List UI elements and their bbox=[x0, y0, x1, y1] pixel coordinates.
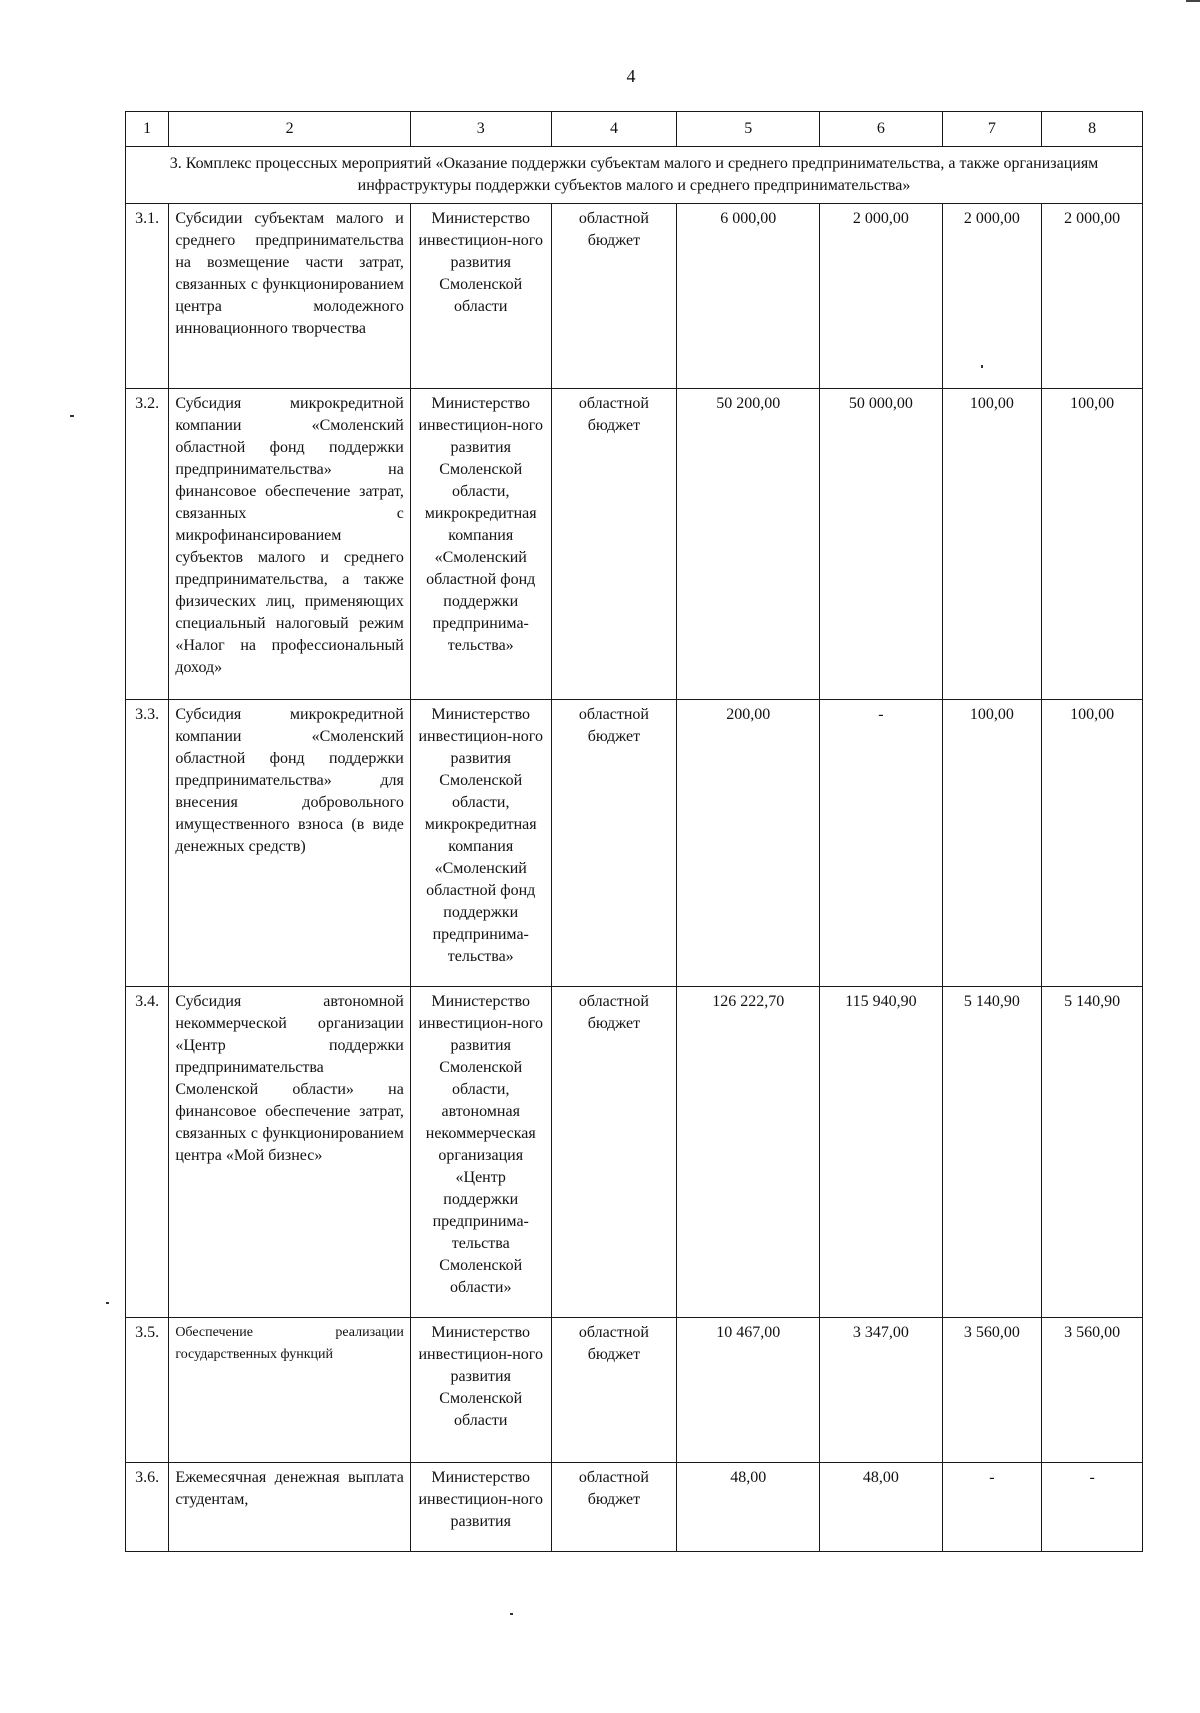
column-header: 2 bbox=[169, 112, 411, 147]
amount-year-1: 48,00 bbox=[820, 1463, 942, 1552]
amount-year-3: 100,00 bbox=[1042, 700, 1143, 987]
amount-total: 6 000,00 bbox=[677, 204, 820, 389]
amount-year-3: 3 560,00 bbox=[1042, 1318, 1143, 1463]
row-number: 3.6. bbox=[126, 1463, 169, 1552]
row-number: 3.1. bbox=[126, 204, 169, 389]
column-header: 7 bbox=[942, 112, 1042, 147]
amount-year-2: 3 560,00 bbox=[942, 1318, 1042, 1463]
section-row bbox=[126, 147, 1143, 204]
column-header: 8 bbox=[1042, 112, 1143, 147]
executor: Министерство инвестицион-ного развития Смоленской области bbox=[410, 204, 551, 389]
amount-total: 50 200,00 bbox=[677, 389, 820, 700]
table-row bbox=[126, 204, 1143, 389]
scan-speck bbox=[106, 1302, 109, 1304]
amount-year-2: - bbox=[942, 1463, 1042, 1552]
measure-name: Обеспечение реализации государственных функций bbox=[169, 1318, 411, 1463]
scan-speck bbox=[981, 365, 983, 368]
amount-year-1: 115 940,90 bbox=[820, 987, 942, 1318]
table-row bbox=[126, 1463, 1143, 1552]
amount-year-1: 3 347,00 bbox=[820, 1318, 942, 1463]
column-numbers-row bbox=[126, 112, 1143, 147]
amount-year-2: 100,00 bbox=[942, 700, 1042, 987]
amount-total: 126 222,70 bbox=[677, 987, 820, 1318]
funding-source: областной бюджет bbox=[551, 1318, 677, 1463]
amount-year-1: 50 000,00 bbox=[820, 389, 942, 700]
section-title: 3. Комплекс процессных мероприятий «Оказание поддержки субъектам малого и среднего предпринимательства, а также организациям инфраструктуры поддержки субъектов малого и среднего предпринимательства» bbox=[126, 147, 1143, 204]
column-header: 5 bbox=[677, 112, 820, 147]
page-number: 4 bbox=[626, 66, 636, 86]
scan-edge-mark bbox=[1186, 0, 1200, 2]
column-header: 6 bbox=[820, 112, 942, 147]
amount-year-3: 100,00 bbox=[1042, 389, 1143, 700]
table-row bbox=[126, 700, 1143, 987]
amount-total: 48,00 bbox=[677, 1463, 820, 1552]
row-number: 3.2. bbox=[126, 389, 169, 700]
amount-year-2: 2 000,00 bbox=[942, 204, 1042, 389]
executor: Министерство инвестицион-ного развития Смоленской области, микрокредитная компания «Смоленский областной фонд поддержки предпринима-тельства» bbox=[410, 389, 551, 700]
amount-year-3: - bbox=[1042, 1463, 1143, 1552]
amount-year-3: 2 000,00 bbox=[1042, 204, 1143, 389]
amount-total: 200,00 bbox=[677, 700, 820, 987]
scan-speck bbox=[510, 1613, 513, 1615]
row-number: 3.3. bbox=[126, 700, 169, 987]
column-header: 4 bbox=[551, 112, 677, 147]
scan-speck bbox=[70, 415, 74, 417]
table-row bbox=[126, 389, 1143, 700]
measure-name: Субсидия микрокредитной компании «Смоленский областной фонд поддержки предпринимательства» на финансовое обеспечение затрат, связанных с микрофинансированием субъектов малого и среднего предпринимательства, а также физических лиц, применяющих специальный налоговый режим «Налог на профессиональный доход» bbox=[169, 389, 411, 700]
funding-source: областной бюджет bbox=[551, 987, 677, 1318]
amount-total: 10 467,00 bbox=[677, 1318, 820, 1463]
executor: Министерство инвестицион-ного развития Смоленской области, автономная некоммерческая организация «Центр поддержки предпринима-тельства Смоленской области» bbox=[410, 987, 551, 1318]
funding-source: областной бюджет bbox=[551, 1463, 677, 1552]
table-row bbox=[126, 1318, 1143, 1463]
executor: Министерство инвестицион-ного развития Смоленской области bbox=[410, 1318, 551, 1463]
amount-year-3: 5 140,90 bbox=[1042, 987, 1143, 1318]
measure-name: Субсидии субъектам малого и среднего предпринимательства на возмещение части затрат, связанных с функционированием центра молодежного инновационного творчества bbox=[169, 204, 411, 389]
measure-name: Ежемесячная денежная выплата студентам, bbox=[169, 1463, 411, 1552]
measure-name: Субсидия автономной некоммерческой организации «Центр поддержки предпринимательства Смоленской области» на финансовое обеспечение затрат, связанных с функционированием центра «Мой бизнес» bbox=[169, 987, 411, 1318]
amount-year-2: 100,00 bbox=[942, 389, 1042, 700]
column-header: 1 bbox=[126, 112, 169, 147]
table-row bbox=[126, 987, 1143, 1318]
amount-year-2: 5 140,90 bbox=[942, 987, 1042, 1318]
funding-source: областной бюджет bbox=[551, 389, 677, 700]
executor: Министерство инвестицион-ного развития Смоленской области, микрокредитная компания «Смоленский областной фонд поддержки предпринима-тельства» bbox=[410, 700, 551, 987]
row-number: 3.5. bbox=[126, 1318, 169, 1463]
funding-source: областной бюджет bbox=[551, 700, 677, 987]
row-number: 3.4. bbox=[126, 987, 169, 1318]
measure-name: Субсидия микрокредитной компании «Смоленский областной фонд поддержки предпринимательства» для внесения добровольного имущественного взноса (в виде денежных средств) bbox=[169, 700, 411, 987]
budget-table bbox=[125, 111, 1143, 1552]
amount-year-1: 2 000,00 bbox=[820, 204, 942, 389]
executor: Министерство инвестицион-ного развития bbox=[410, 1463, 551, 1552]
amount-year-1: - bbox=[820, 700, 942, 987]
funding-source: областной бюджет bbox=[551, 204, 677, 389]
column-header: 3 bbox=[410, 112, 551, 147]
